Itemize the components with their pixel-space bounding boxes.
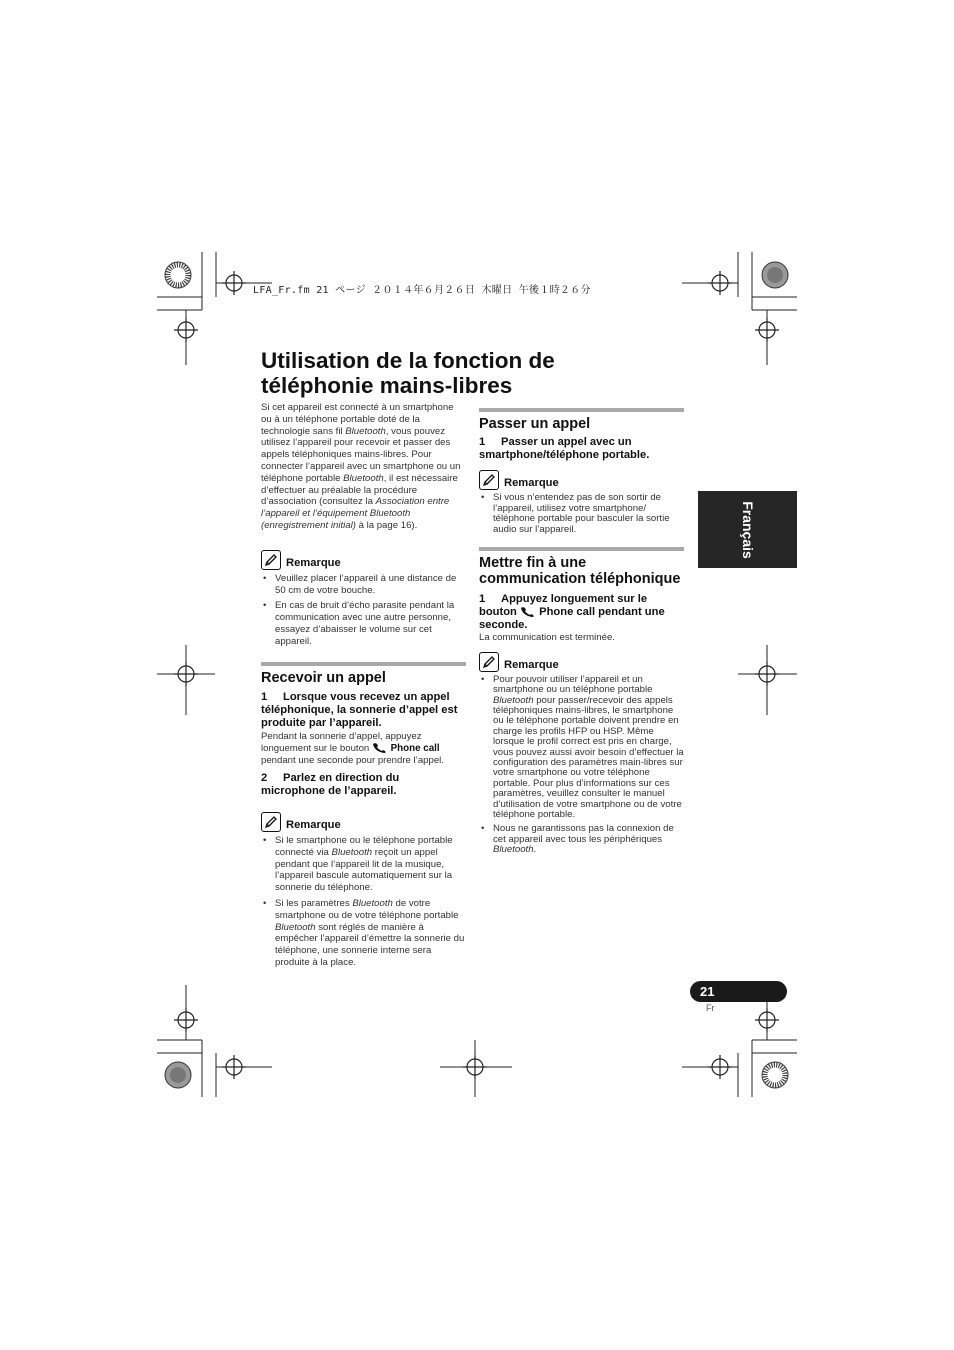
language-code: Fr (706, 1003, 715, 1013)
remark-label: Remarque (504, 658, 559, 671)
list-item: • Si le smartphone ou le téléphone portable connecté via Bluetooth reçoit un appel pendant que l’appareil lit de la musique, l’appareil bascule automatiquement sur la sonnerie du téléphone. (261, 835, 466, 894)
remark-header (479, 650, 684, 672)
section-rule (479, 408, 684, 412)
phone-icon (372, 742, 388, 753)
step-1-description: Pendant la sonnerie d’appel, appuyez longuement sur le bouton Phone call pendant une seconde pour prendre l’appel. (261, 730, 444, 767)
section-heading-mettre-fin: Mettre fin à une communication téléphonique (479, 555, 681, 587)
remark-list (479, 493, 684, 535)
step-1: 1 Lorsque vous recevez un appel téléphonique, la sonnerie d’appel est produite par l’appareil. (261, 690, 458, 729)
pencil-note-icon (479, 652, 499, 672)
step-1-description: La communication est terminée. (479, 632, 615, 643)
remark-list (479, 675, 684, 856)
language-tab-label: Français (739, 500, 756, 559)
left-column (261, 402, 466, 973)
remark-label: Remarque (286, 556, 341, 569)
list-item: • Pour pouvoir utiliser l’appareil et un smartphone ou un téléphone portable Bluetooth pour passer/recevoir des appels téléphoniques mains-libres, le smartphone ou le téléphone portable doivent prendre en charge les profils HFP ou HSP. Même lorsque le profil correct est pris en charge, vous pouvez aussi avoir besoin d’effectuer la configuration des paramètres main-libres sur votre smartphone ou votre téléphone portable. Pour plus d’informations sur ces paramètres, veuillez consulter le manuel d’utilisation de votre smartphone ou de votre téléphone portable. (479, 675, 684, 821)
remark-header (479, 468, 684, 490)
remark-label: Remarque (286, 818, 341, 831)
list-item: • Si vous n’entendez pas de son sortir de l’appareil, utilisez votre smartphone/ téléphone portable pour basculer la sortie audio sur l’appareil. (479, 493, 684, 535)
right-column (479, 408, 684, 860)
remark-list (261, 835, 466, 969)
section-rule (261, 662, 466, 666)
section-rule (479, 547, 684, 551)
remark-header (261, 548, 466, 570)
section-heading-passer: Passer un appel (479, 416, 591, 432)
pencil-note-icon (261, 550, 281, 570)
remark-list (261, 573, 466, 648)
list-item: • Si les paramètres Bluetooth de votre smartphone ou de votre téléphone portable Bluetooth sont réglés de manière à empêcher l’appareil d’émettre la sonnerie du téléphone, une sonnerie interne sera produite à la place. (261, 898, 466, 969)
phone-call-button-label: Phone call (390, 743, 440, 755)
remark-label: Remarque (504, 477, 559, 489)
step-1: 1 Appuyez longuement sur le bouton Phone call pendant une seconde. (479, 593, 665, 631)
language-side-tab (698, 491, 797, 568)
section-heading-recevoir: Recevoir un appel (261, 669, 386, 686)
print-header: LFA_Fr.fm 21 ページ ２０１４年６月２６日 木曜日 午後１時２６分 (253, 285, 591, 296)
list-item: • Veuillez placer l’appareil à une distance de 50 cm de votre bouche. (261, 573, 466, 597)
step-2: 2 Parlez en direction du microphone de l’appareil. (261, 771, 400, 797)
pencil-note-icon (479, 470, 499, 490)
step-1: 1 Passer un appel avec un smartphone/téléphone portable. (479, 436, 650, 461)
list-item: • Nous ne garantissons pas la connexion de cet appareil avec tous les périphériques Bluetooth. (479, 824, 684, 855)
phone-icon (520, 606, 536, 617)
pencil-note-icon (261, 812, 281, 832)
page-title: Utilisation de la fonction de téléphonie mains-libres (261, 348, 555, 398)
remark-header (261, 810, 466, 832)
page-number: 21 (690, 981, 787, 1002)
intro-paragraph: Si cet appareil est connecté à un smartphone ou à un téléphone portable doté de la technologie sans fil Bluetooth, vous pouvez utilisez l’appareil pour recevoir et passer des appels téléphoniques mains-libres. Pour connecter l’appareil avec un smartphone ou un téléphone portable Bluetooth, il est nécessaire d’effectuer au préalable la procédure d’association (consultez la Association entre l’appareil et l’équipement Bluetooth (enregistrement initial) à la page 16). (261, 402, 461, 531)
list-item: • En cas de bruit d’écho parasite pendant la communication avec une autre personne, essayez d’abaisser le volume sur cet appareil. (261, 600, 466, 647)
